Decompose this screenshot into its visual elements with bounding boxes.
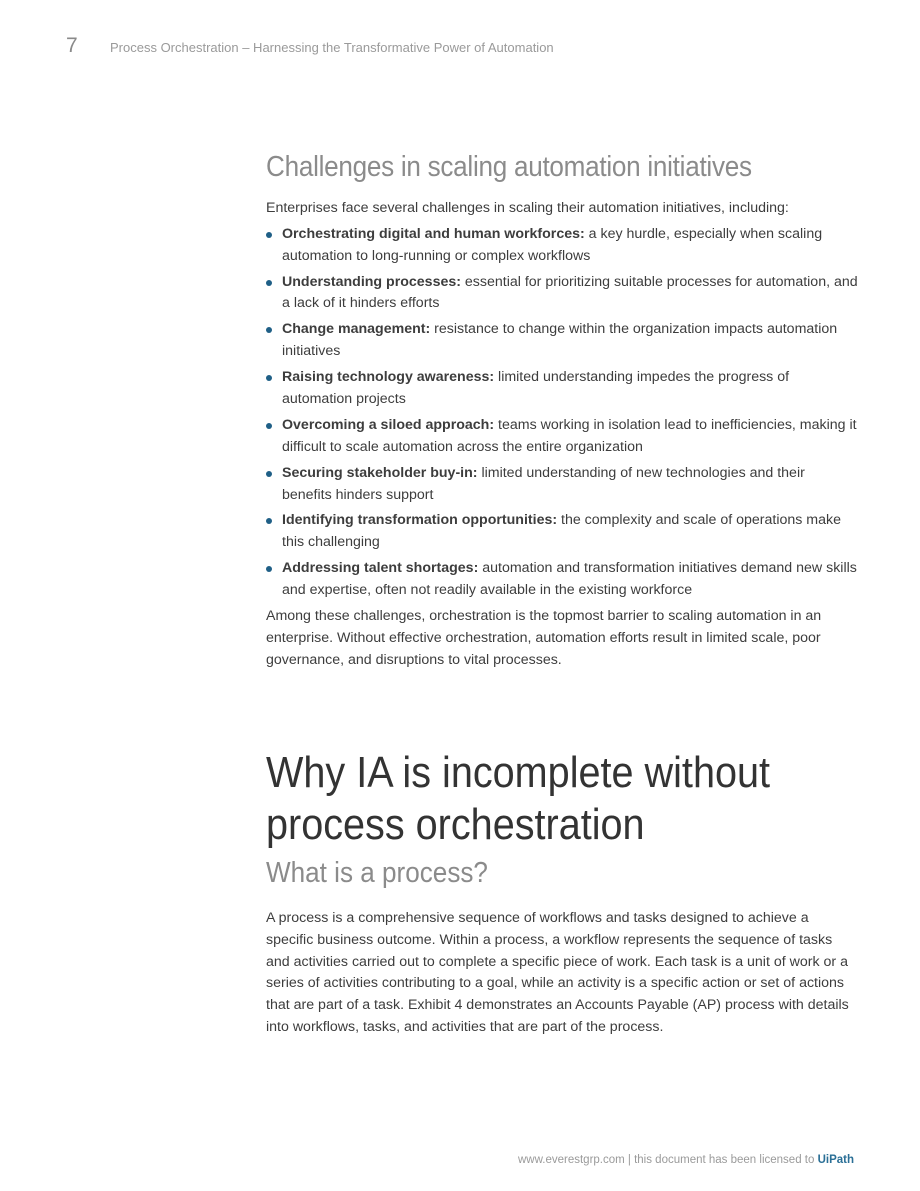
item-term: Raising technology awareness: bbox=[282, 369, 495, 386]
list-item bbox=[266, 463, 858, 507]
item-text: teams working in isolation lead to inefficiencies, making it difficult to scale automation across the entire organization bbox=[282, 416, 857, 455]
chapter-title-line-2: process orchestration bbox=[266, 800, 645, 849]
challenges-list bbox=[266, 224, 858, 602]
bullet-icon bbox=[266, 518, 272, 524]
list-item bbox=[266, 415, 858, 459]
chapter-title-line-1: Why IA is incomplete without bbox=[266, 748, 771, 797]
body-paragraph: A process is a comprehensive sequence of workflows and tasks designed to achieve a specific business outcome. Within a process, a workflow represents the sequence of tasks and activities carried out to complete a specific piece of work. Each task is a unit of work or a series of activities contributing to a goal, while an activity is a specific action or set of actions that are part of a task. Exhibit 4 demonstrates an Accounts Payable (AP) process with details into workflows, tasks, and activities that are part of the process. bbox=[266, 910, 849, 1035]
intro-paragraph: Enterprises face several challenges in scaling their automation initiatives, including: bbox=[266, 200, 789, 216]
item-term: Orchestrating digital and human workforces: bbox=[282, 225, 585, 242]
bullet-icon bbox=[266, 232, 272, 238]
list-item bbox=[266, 367, 858, 411]
bullet-icon bbox=[266, 375, 272, 381]
item-text: automation and transformation initiatives demand new skills and expertise, often not readily available in the existing workforce bbox=[282, 560, 857, 599]
process-section bbox=[266, 747, 858, 1039]
item-text: limited understanding impedes the progress of automation projects bbox=[282, 369, 790, 407]
item-term: Change management: bbox=[282, 321, 431, 338]
footer-text: www.everestgrp.com | this document has been licensed to bbox=[517, 1154, 818, 1166]
bullet-icon bbox=[266, 327, 272, 333]
list-item bbox=[266, 272, 858, 316]
footer-brand: UiPath bbox=[817, 1154, 854, 1166]
item-text: a key hurdle, especially when scaling automation to long-running or complex workflows bbox=[282, 225, 823, 264]
bullet-icon bbox=[266, 566, 272, 572]
bullet-icon bbox=[266, 423, 272, 429]
item-term: Overcoming a siloed approach: bbox=[282, 416, 495, 433]
section-heading: Challenges in scaling automation initiatives bbox=[266, 151, 752, 183]
closing-paragraph: Among these challenges, orchestration is the topmost barrier to scaling automation in an enterprise. Without effective orchestration, automation efforts result in limited scale, poor governance, and disruptions to vital processes. bbox=[266, 608, 822, 668]
item-text: resistance to change within the organization impacts automation initiatives bbox=[282, 321, 838, 360]
list-item bbox=[266, 319, 858, 363]
item-term: Addressing talent shortages: bbox=[282, 560, 479, 577]
item-text: essential for prioritizing suitable processes for automation, and a lack of it hinders efforts bbox=[282, 273, 858, 312]
list-item bbox=[266, 558, 858, 602]
page-number: 7 bbox=[66, 34, 78, 57]
item-term: Identifying transformation opportunities: bbox=[282, 512, 558, 529]
page-header bbox=[66, 34, 554, 58]
item-text: limited understanding of new technologies and their benefits hinders support bbox=[282, 464, 805, 503]
challenges-section bbox=[266, 151, 858, 671]
item-text: the complexity and scale of operations make this challenging bbox=[282, 512, 841, 551]
item-term: Understanding processes: bbox=[282, 273, 461, 290]
subheading: What is a process? bbox=[266, 857, 488, 889]
list-item bbox=[266, 510, 858, 554]
bullet-icon bbox=[266, 280, 272, 286]
page-footer bbox=[518, 1154, 854, 1166]
running-title: Process Orchestration – Harnessing the Transformative Power of Automation bbox=[110, 40, 554, 55]
list-item bbox=[266, 224, 858, 268]
item-term: Securing stakeholder buy-in: bbox=[282, 464, 478, 481]
bullet-icon bbox=[266, 471, 272, 477]
